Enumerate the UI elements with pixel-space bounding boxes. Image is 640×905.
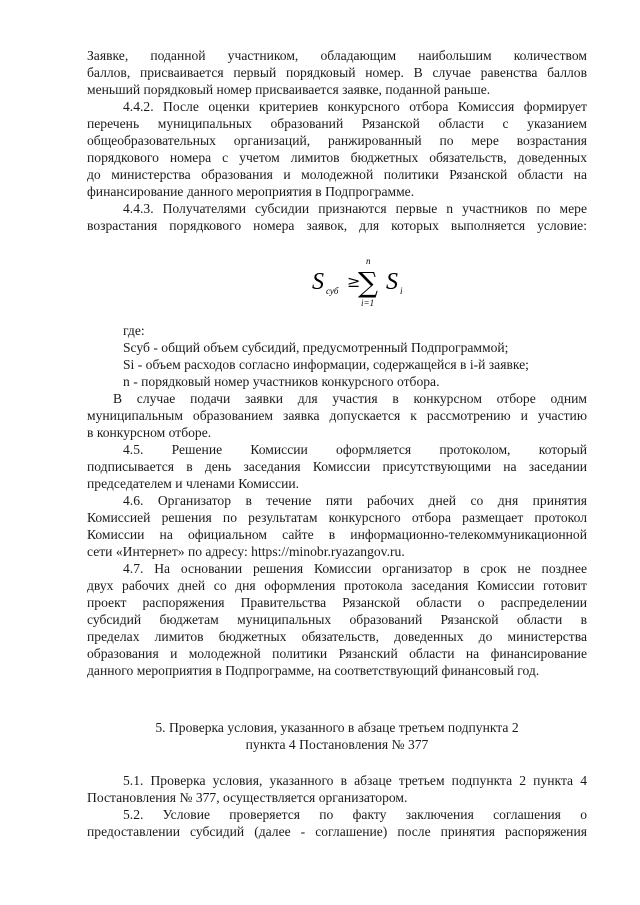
formula-sum-lower: i=1: [361, 298, 375, 308]
formula-rhs: S: [386, 269, 398, 295]
paragraph-line: Sсуб - общий объем субсидий, предусмотренный Подпрограммой;: [123, 340, 509, 355]
formula-sum-sign: ∑: [358, 266, 378, 299]
paragraph-line: председателем и членами Комиссии.: [87, 476, 300, 491]
paragraph-line: n - порядковый номер участников конкурсного отбора.: [123, 374, 440, 389]
formula-sum-upper: n: [366, 256, 371, 266]
subsidy-condition-formula: [306, 254, 436, 312]
paragraph-line: образования и молодежной политики Рязанский области на финансирование: [87, 646, 587, 661]
paragraph-line: порядкового номера с учетом лимитов бюджетных обязательств, доведенных: [87, 150, 587, 165]
paragraph-line: где:: [123, 323, 145, 338]
paragraph-line: муниципальным образованием заявка допускается к рассмотрению и участию: [87, 408, 587, 423]
formula-lhs: S: [312, 269, 324, 295]
paragraph-line: субсидий бюджетам муниципальных образований Рязанской области в: [87, 612, 587, 627]
paragraph-line: 5.1. Проверка условия, указанного в абзаце третьем подпункта 2 пункта 4: [123, 773, 587, 788]
paragraph-line: Si - объем расходов согласно информации, содержащейся в i-й заявке;: [123, 357, 529, 372]
paragraph-line: В случае подачи заявки для участия в конкурсном отборе одним: [113, 391, 587, 406]
paragraph-line: предоставлении субсидий (далее - соглашение) после принятия распоряжения: [87, 824, 587, 839]
paragraph-line: 5.2. Условие проверяется по факту заключения соглашения о: [123, 807, 587, 822]
paragraph-line: проект распоряжения Правительства Рязанской области о распределении: [87, 595, 587, 610]
paragraph-line: пределах лимитов бюджетных обязательств, доведенных до министерства: [87, 629, 587, 644]
paragraph-line: 4.4.3. Получателями субсидии признаются первые n участников по мере: [123, 201, 587, 216]
paragraph-line: 4.7. На основании решения Комиссии организатор в срок не позднее: [123, 561, 587, 576]
paragraph-line: данного мероприятия в Подпрограмме, на соответствующий финансовый год.: [87, 663, 540, 678]
paragraph-line: меньший порядковый номер присваивается заявке, поданной раньше.: [87, 82, 491, 97]
paragraph-line: Комиссией решения по результатам конкурсного отбора размещает протокол: [87, 510, 587, 525]
paragraph-line: двух рабочих дней со дня оформления протокола заседания Комиссии готовит: [87, 578, 587, 593]
paragraph-line: баллов, присваивается первый порядковый номер. В случае равенства баллов: [87, 65, 587, 80]
section-heading: пункта 4 Постановления № 377: [245, 737, 429, 752]
formula-rhs-subscript: i: [400, 286, 403, 296]
paragraph-line: финансирование данного мероприятия в Подпрограмме.: [87, 184, 415, 199]
paragraph-line: подписывается в день заседания Комиссии присутствующими на заседании: [87, 459, 587, 474]
paragraph-line: Комиссии на официальном сайте в информационно-телекоммуникационной: [87, 527, 587, 542]
paragraph-line: 4.4.2. После оценки критериев конкурсного отбора Комиссия формирует: [123, 99, 587, 114]
paragraph-line: возрастания порядкового номера заявок, для которых выполняется условие:: [87, 218, 587, 233]
paragraph-line: Заявке, поданной участником, обладающим наибольшим количеством: [87, 48, 587, 63]
paragraph-line: перечень муниципальных образований Рязанской области с указанием: [87, 116, 587, 131]
paragraph-line: до министерства образования и молодежной политики Рязанской области на: [87, 167, 587, 182]
paragraph-line: Постановления № 377, осуществляется организатором.: [87, 790, 408, 805]
section-heading: 5. Проверка условия, указанного в абзаце третьем подпункта 2: [155, 720, 519, 735]
paragraph-line: 4.6. Организатор в течение пяти рабочих дней со дня принятия: [123, 493, 587, 508]
formula-lhs-subscript: суб: [326, 286, 339, 296]
paragraph-line: сети «Интернет» по адресу: https://minobr.ryazangov.ru.: [87, 544, 405, 559]
paragraph-line: 4.5. Решение Комиссии оформляется протоколом, который: [123, 442, 587, 457]
paragraph-line: общеобразовательных организаций, ранжированный по мере возрастания: [87, 133, 587, 148]
formula-operator: ≥: [347, 272, 361, 291]
paragraph-line: в конкурсном отборе.: [87, 425, 212, 440]
